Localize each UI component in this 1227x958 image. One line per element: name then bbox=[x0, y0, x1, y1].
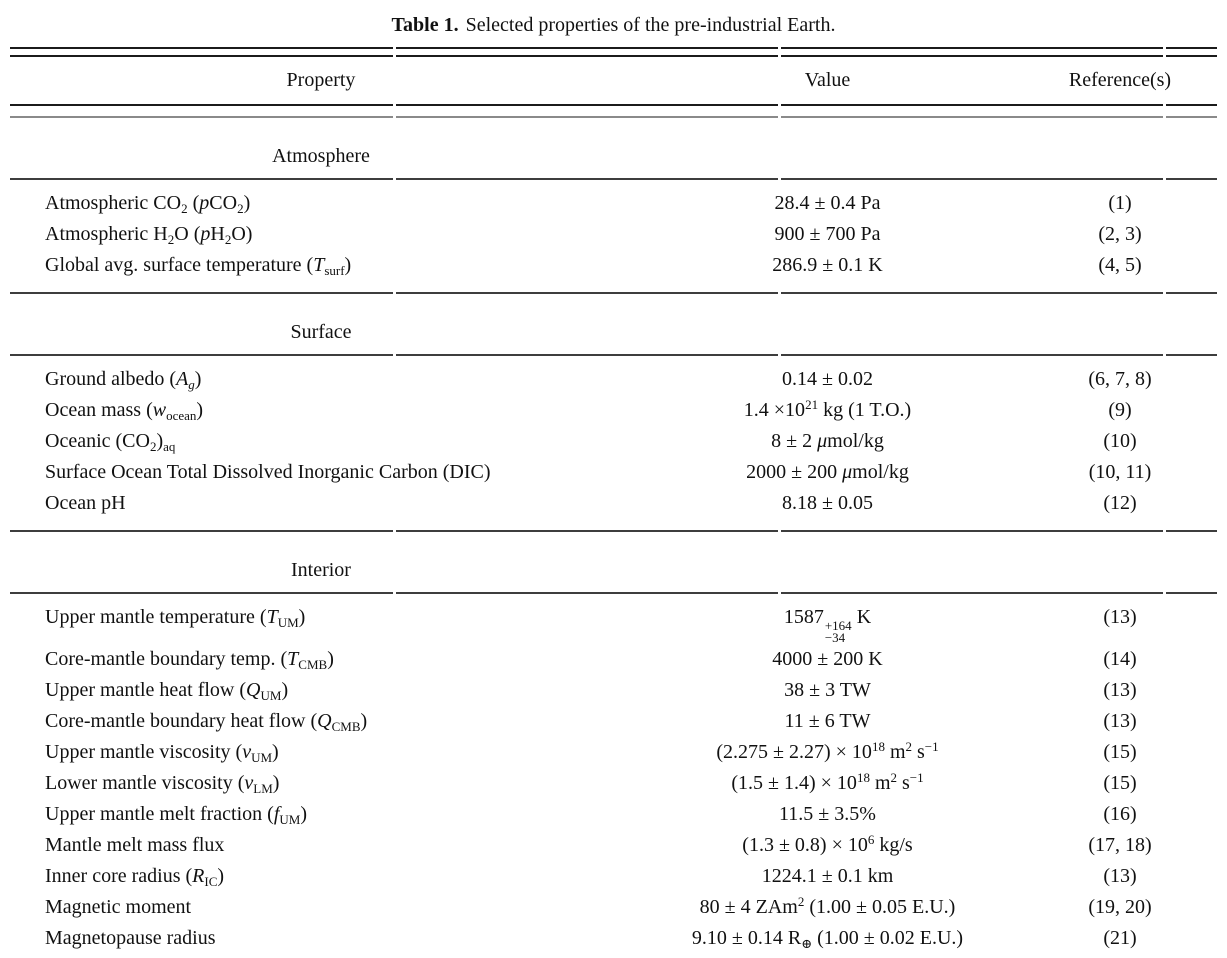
cell-value: $(1.5 \pm 1.4) \times 10^{18}$ $m^2$ $s^{-1}$ bbox=[731, 770, 924, 794]
cell-references: (13) bbox=[1103, 606, 1137, 628]
cell-value: $(1.3 \pm 0.8) \times 10^6$ kg/s bbox=[742, 832, 913, 856]
cell-value: 2000 ± 200 μmol/kg bbox=[746, 461, 909, 483]
section-header-spacer bbox=[632, 140, 1023, 172]
cell-property: Magnetic moment bbox=[45, 896, 192, 918]
section-header-interior bbox=[10, 554, 1217, 586]
table-row bbox=[10, 364, 1217, 395]
column-header-value: Value bbox=[804, 69, 851, 91]
section-title-surface: Surface bbox=[290, 321, 352, 343]
cell-references: (15) bbox=[1103, 772, 1137, 794]
cell-references: (9) bbox=[1108, 399, 1132, 421]
cell-value: $(2.275 \pm 2.27) \times 10^{18}$ $m^2$ $s^{-1}$ bbox=[716, 739, 939, 763]
table-row bbox=[10, 602, 1217, 644]
table-row bbox=[10, 219, 1217, 250]
cell-value: 11.5 ± 3.5% bbox=[779, 803, 876, 825]
table-row bbox=[10, 250, 1217, 281]
cell-references: (14) bbox=[1103, 648, 1137, 670]
cell-value: 9.10 ± 0.14 $R_\oplus$ (1.00 ± 0.02 E.U.) bbox=[691, 927, 964, 951]
cell-value: 1224.1 ± 0.1 km bbox=[761, 865, 894, 887]
table-row bbox=[10, 830, 1217, 861]
table-row bbox=[10, 488, 1217, 519]
cell-property: Global avg. surface temperature $(T_{surf})$ bbox=[45, 254, 352, 278]
cell-references: (13) bbox=[1103, 679, 1137, 701]
cell-references: (10, 11) bbox=[1088, 461, 1152, 483]
cell-references: (15) bbox=[1103, 741, 1137, 763]
cell-value: 0.14 ± 0.02 bbox=[782, 368, 873, 390]
table-row bbox=[10, 861, 1217, 892]
header-rule-upper bbox=[10, 104, 1217, 106]
cell-references: (10) bbox=[1103, 430, 1137, 452]
top-rule-upper bbox=[10, 47, 1217, 49]
cell-property: Core-mantle boundary heat flow $(Q_{CMB})$ bbox=[45, 710, 368, 734]
cell-property: Mantle melt mass flux bbox=[45, 834, 225, 856]
table-row bbox=[10, 799, 1217, 830]
table-caption-label: Table 1. bbox=[391, 14, 459, 36]
table-row bbox=[10, 644, 1217, 675]
table-row bbox=[10, 737, 1217, 768]
section-header-spacer bbox=[1023, 554, 1217, 586]
table-row bbox=[10, 706, 1217, 737]
section-header-spacer bbox=[1023, 316, 1217, 348]
cell-value: 8.18 ± 0.05 bbox=[782, 492, 873, 514]
section-title-atmosphere: Atmosphere bbox=[272, 145, 370, 167]
column-header-property: Property bbox=[286, 69, 356, 91]
section-divider-rule bbox=[10, 292, 1217, 294]
cell-property: Ground albedo $(A_g)$ bbox=[45, 368, 202, 392]
table-row bbox=[10, 892, 1217, 923]
section-body-atmosphere bbox=[0, 180, 1227, 292]
table-row bbox=[10, 395, 1217, 426]
cell-value: 38 ± 3 TW bbox=[784, 679, 871, 701]
table-caption-text: Selected properties of the pre-industrial Earth. bbox=[465, 14, 836, 36]
section-header-atmosphere bbox=[10, 140, 1217, 172]
cell-references: (16) bbox=[1103, 803, 1137, 825]
table-sections bbox=[0, 140, 1227, 958]
header-rule-lower bbox=[10, 116, 1217, 118]
cell-property: Upper mantle melt fraction $(f_{UM})$ bbox=[45, 803, 307, 827]
cell-references: (13) bbox=[1103, 865, 1137, 887]
section-divider-rule bbox=[10, 530, 1217, 532]
table-row bbox=[10, 768, 1217, 799]
cell-references: (1) bbox=[1108, 192, 1132, 214]
cell-property: Upper mantle temperature $(T_{UM})$ bbox=[45, 606, 306, 630]
table-row bbox=[10, 188, 1217, 219]
cell-value: $1.4 \times 10^{21}$ kg (1 T.O.) bbox=[743, 397, 912, 421]
cell-value: 11 ± 6 TW bbox=[784, 710, 871, 732]
column-header-references: Reference(s) bbox=[1068, 69, 1172, 91]
cell-property: Ocean mass $(w_{ocean})$ bbox=[45, 399, 204, 423]
cell-property: Atmospheric $H_2O$ $(pH_2O)$ bbox=[45, 223, 253, 247]
section-header-spacer bbox=[1023, 140, 1217, 172]
section-header-spacer bbox=[632, 554, 1023, 586]
table-row bbox=[10, 675, 1217, 706]
cell-property: Inner core radius $(R_{IC})$ bbox=[45, 865, 225, 889]
cell-references: (12) bbox=[1103, 492, 1137, 514]
table-row bbox=[10, 457, 1217, 488]
cell-property: Surface Ocean Total Dissolved Inorganic Carbon (DIC) bbox=[45, 461, 491, 483]
cell-property: Core-mantle boundary temp. $(T_{CMB})$ bbox=[45, 648, 334, 672]
cell-value: 80 ± 4 ZAm$^2$ (1.00 ± 0.05 E.U.) bbox=[699, 894, 956, 918]
table-caption bbox=[0, 12, 1227, 38]
section-body-surface bbox=[0, 356, 1227, 530]
cell-references: (4, 5) bbox=[1098, 254, 1142, 276]
table-row bbox=[10, 426, 1217, 457]
cell-value: 1587 +164 −34 K bbox=[783, 606, 872, 645]
cell-property: Upper mantle heat flow $(Q_{UM})$ bbox=[45, 679, 289, 703]
cell-value: 900 ± 700 Pa bbox=[774, 223, 881, 245]
section-body-interior bbox=[0, 594, 1227, 958]
cell-references: (13) bbox=[1103, 710, 1137, 732]
column-header-row bbox=[10, 57, 1217, 104]
cell-value: 286.9 ± 0.1 K bbox=[772, 254, 883, 276]
cell-references: (21) bbox=[1103, 927, 1137, 949]
cell-property: Ocean pH bbox=[45, 492, 126, 514]
cell-property: Oceanic $(CO_2)_{aq}$ bbox=[45, 430, 176, 454]
cell-references: (2, 3) bbox=[1098, 223, 1142, 245]
cell-property: Atmospheric $CO_2$ (pCO$_2$) bbox=[45, 192, 251, 216]
section-title-interior: Interior bbox=[291, 559, 351, 581]
section-header-spacer bbox=[632, 316, 1023, 348]
cell-references: (19, 20) bbox=[1088, 896, 1152, 918]
cell-property: Magnetopause radius bbox=[45, 927, 216, 949]
table-row bbox=[10, 923, 1217, 954]
cell-references: (17, 18) bbox=[1088, 834, 1152, 856]
cell-value: 28.4 ± 0.4 Pa bbox=[774, 192, 881, 214]
cell-value: 4000 ± 200 K bbox=[772, 648, 883, 670]
section-header-surface bbox=[10, 316, 1217, 348]
cell-references: (6, 7, 8) bbox=[1088, 368, 1152, 390]
cell-property: Lower mantle viscosity $(\nu_{LM})$ bbox=[45, 772, 280, 796]
cell-property: Upper mantle viscosity $(\nu_{UM})$ bbox=[45, 741, 279, 765]
cell-value: 8 ± 2 μmol/kg bbox=[771, 430, 884, 452]
